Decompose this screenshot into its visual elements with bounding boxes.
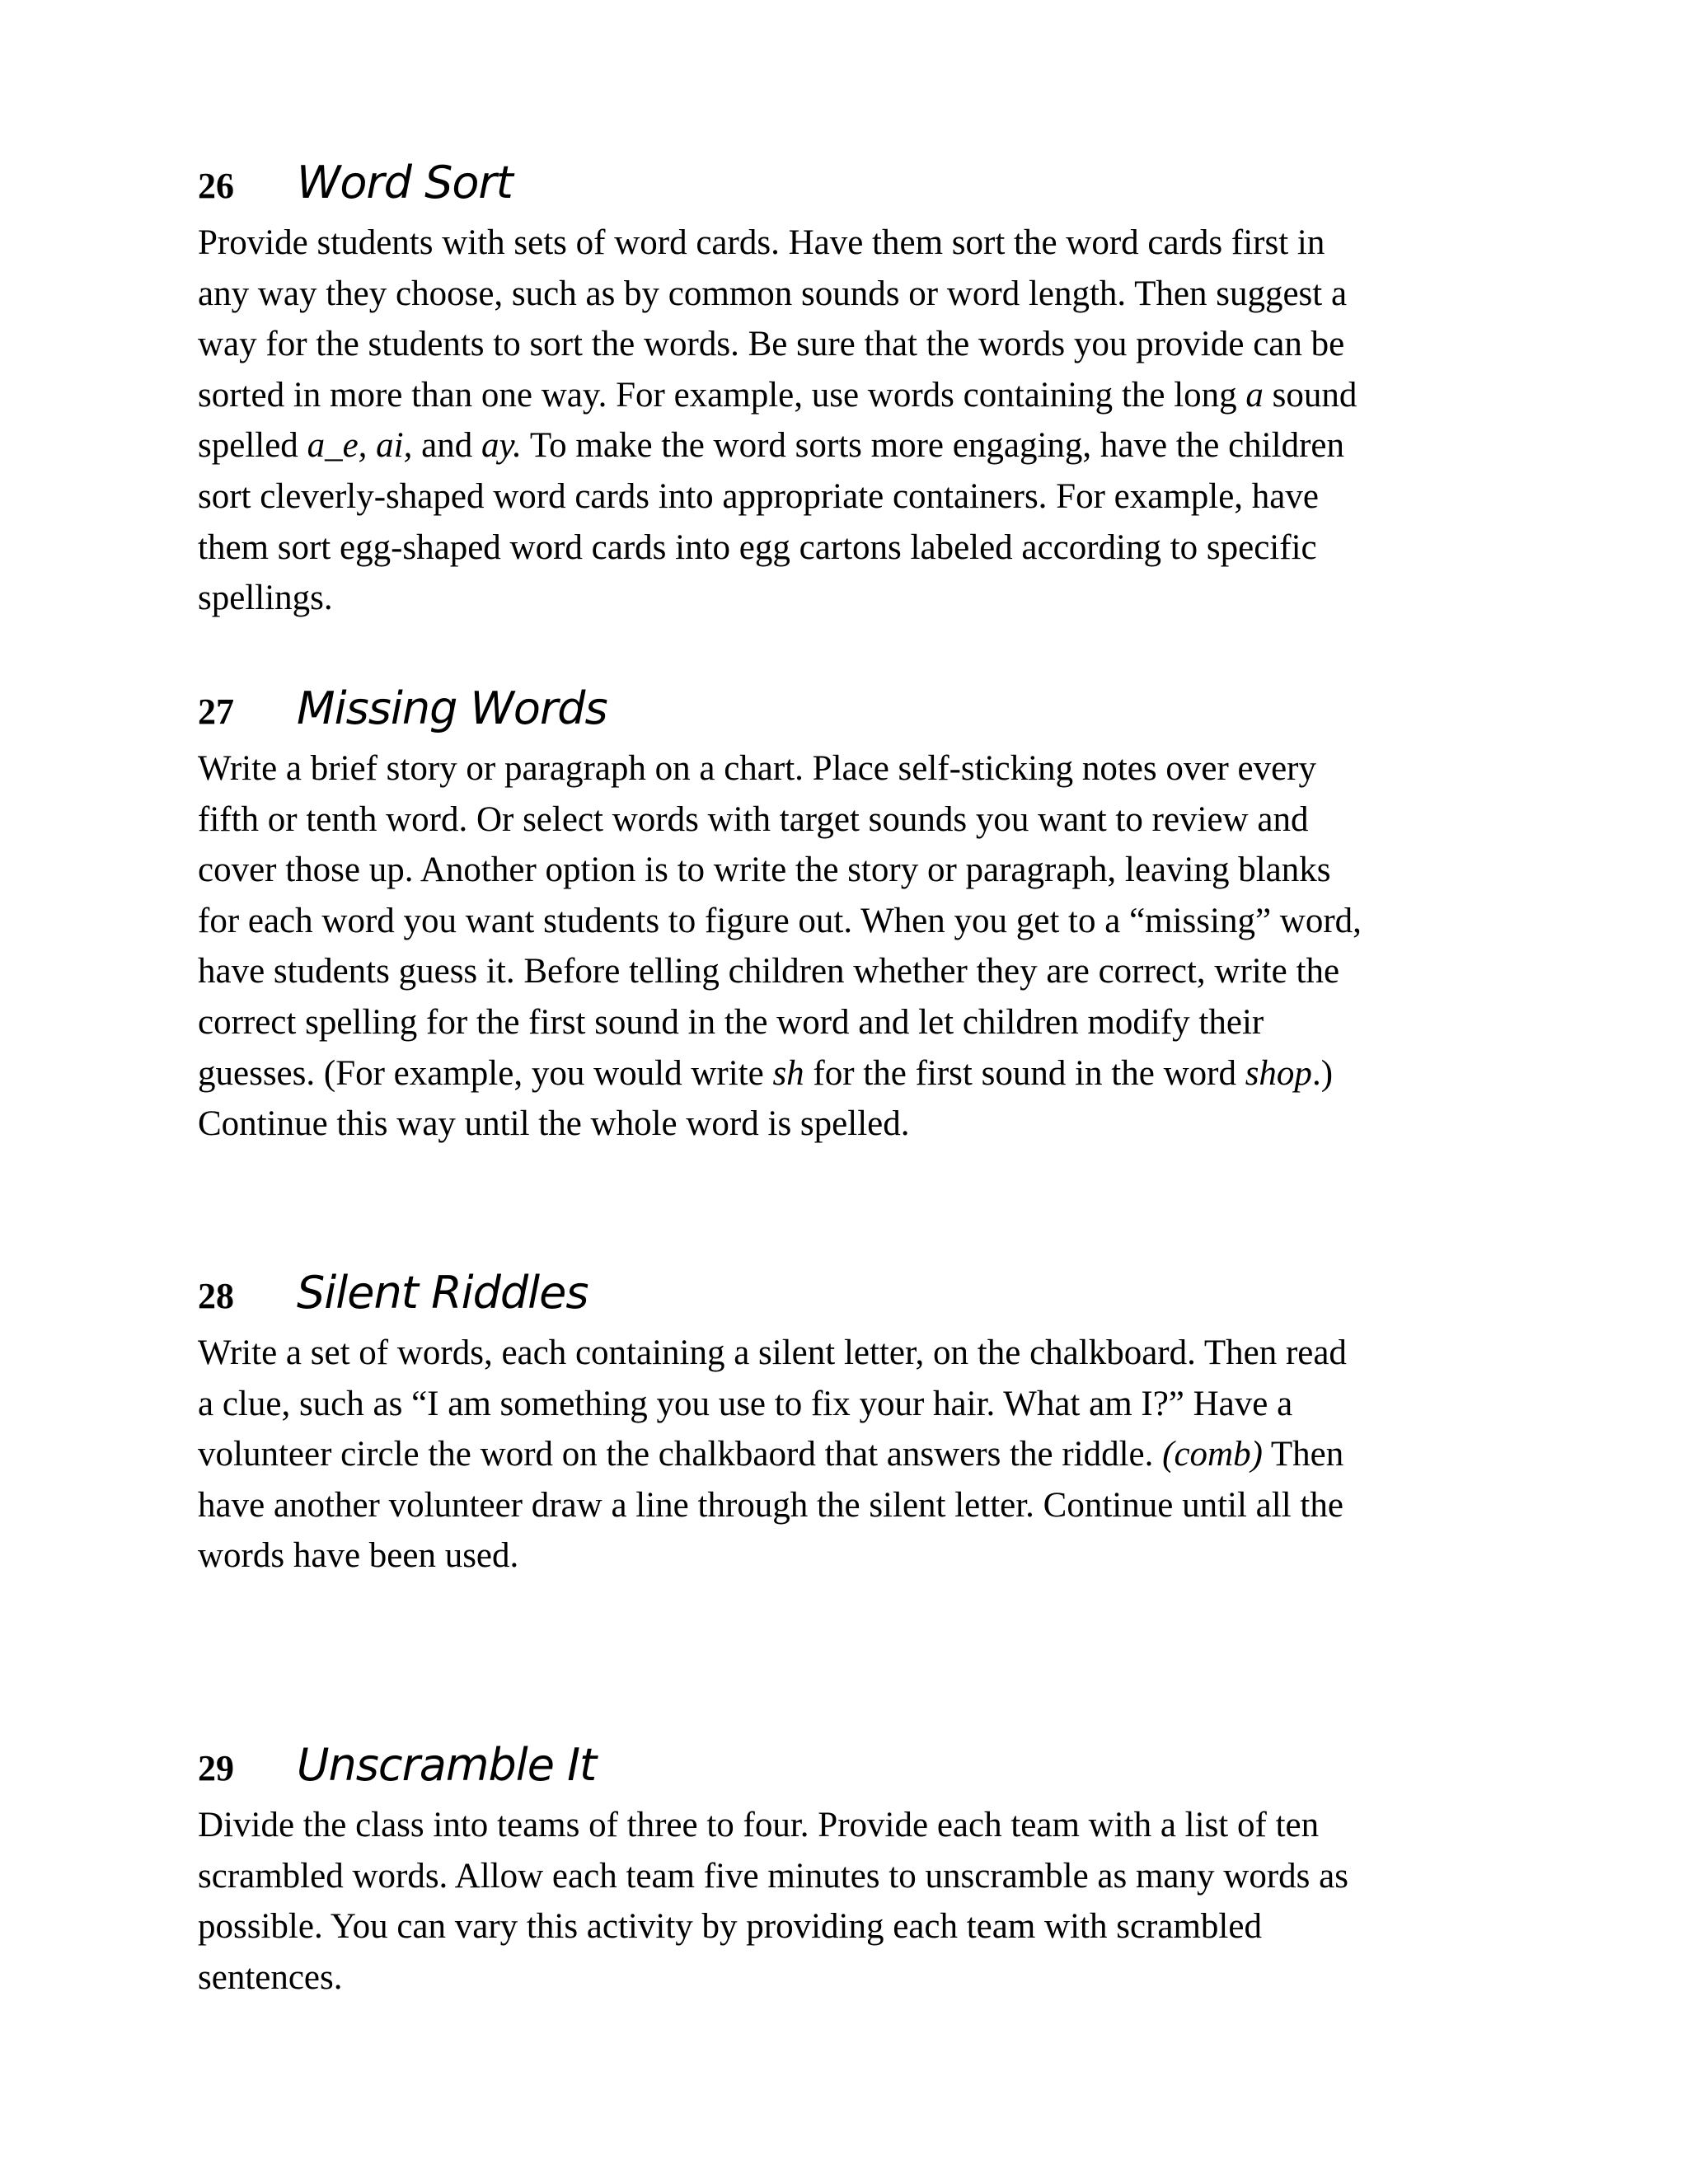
activity-title: Word Sort: [297, 157, 513, 209]
activity-paragraph: [198, 1800, 1508, 2003]
text-run: sound spelled: [198, 375, 1357, 466]
activity-number: 28: [198, 1276, 234, 1316]
activity-heading: [198, 157, 1508, 218]
activity-27: [198, 682, 1508, 1150]
activity-heading: [198, 1267, 1508, 1328]
text-run: and: [412, 426, 481, 466]
activity-heading: [198, 1739, 1508, 1800]
activity-title: Missing Words: [297, 682, 607, 734]
activity-paragraph: [198, 1328, 1508, 1582]
activity-title: Silent Riddles: [297, 1267, 588, 1319]
activity-heading: [198, 682, 1508, 743]
activity-paragraph: [198, 743, 1508, 1150]
activity-28: [198, 1267, 1508, 1582]
text-run: Then have another volunteer draw a line through the silent letter. Continue until all the words have been used.: [198, 1435, 1344, 1576]
activity-title: Unscramble It: [297, 1739, 597, 1791]
italic-text-run: a_e, ai,: [307, 426, 413, 466]
italic-text-run: ay.: [481, 426, 522, 466]
text-run: Write a brief story or paragraph on a chart. Place self-sticking notes over every fifth or tenth word. Or select words with target sounds you want to review and cover those up. Another option is to write the story or paragraph, leaving blanks for each word you want students to figure out. When you get to a “missing” word, have students guess it. Before telling children whether they are correct, write the correct spelling for the first sound in the word and let children modify their guesses. (For example, you would write: [198, 749, 1362, 1093]
activity-paragraph: [198, 218, 1508, 624]
italic-text-run: a: [1245, 375, 1264, 415]
text-run: To make the word sorts more engaging, have the children sort cleverly-shaped word cards into appropriate containers. For example, have them sort egg-shaped word cards into egg cartons labeled according to specific spellings.: [198, 426, 1344, 618]
text-run: Provide students with sets of word cards. Have them sort the word cards first in any way they choose, such as by common sounds or word length. Then suggest a way for the students to sort the words. Be sure that the words you provide can be sorted in more than one way. For example, use words containing the long: [198, 223, 1348, 415]
text-run: for the first sound in the word: [804, 1053, 1245, 1093]
text-run: .) Continue this way until the whole word is spelled.: [198, 1053, 1334, 1144]
italic-text-run: shop: [1245, 1053, 1312, 1093]
text-run: Divide the class into teams of three to four. Provide each team with a list of ten scrambled words. Allow each team five minutes to unscramble as many words as possible. You can vary this activity by providing each team with scrambled sentences.: [198, 1806, 1348, 1997]
activity-26: [198, 157, 1508, 624]
italic-text-run: sh: [772, 1053, 804, 1093]
activity-number: 29: [198, 1748, 234, 1788]
italic-text-run: (comb): [1162, 1435, 1263, 1474]
activity-number: 27: [198, 691, 234, 732]
text-run: Write a set of words, each containing a silent letter, on the chalkboard. Then read a clue, such as “I am something you use to fix your hair. What am I?” Have a volunteer circle the word on the chalkbaord that answers the riddle.: [198, 1333, 1347, 1474]
activity-29: [198, 1739, 1508, 2003]
activity-number: 26: [198, 166, 234, 206]
